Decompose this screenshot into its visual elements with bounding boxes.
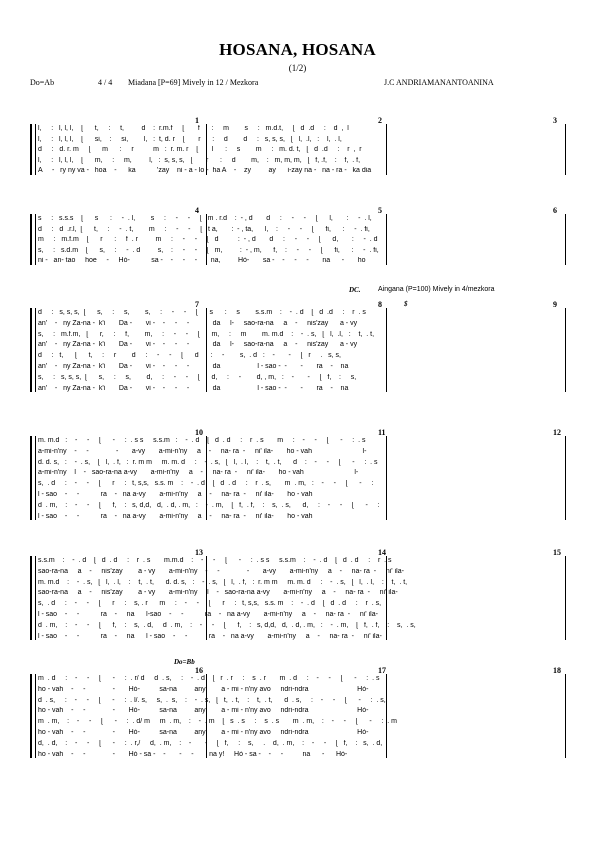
score-row: l - sao - - ra - na a-vy a-mi-n'ny a - na- ra - ni' ila- ho - vah — [38, 491, 313, 498]
score-row: d. d. s, : - . s, [ l, . f, : r. m m m. m. d : - . s, [ l, . l, : t, . t, d : - - [ - : . s — [38, 458, 378, 466]
time-signature: 4 / 4 — [98, 78, 113, 87]
measure-number: 14 — [378, 548, 386, 557]
measure-number: 15 — [553, 548, 561, 557]
score-row: l - sao - - ra - na l - sao - - ra - na a-vy a-mi-n'ny a - na- ra - ni' ila- — [38, 632, 382, 640]
score-row: l, : l, l, l, [ m, : m, l, : s, s, s, [ r : d m, : m, m, m, [ f, .f, : f, . f, — [38, 156, 361, 164]
score-row: d, . d, : - - [ - : . r,/ d, . m, : - - [ f, : s, . d, . m, : - - [ f, : s, . d, — [38, 739, 383, 747]
system-barline — [30, 436, 32, 520]
score-row: sao-ra-na a - nis'zay a - vy a-mi-n'ny l - sao-ra-na a-vy a-mi-n'ny a - na- ra - ni' ila- — [38, 589, 398, 597]
score-row: A - ry ny va - hoa - ka 'zay ni - a - lo - ha A - zy ay i-zay na - na - ra - ka dia — [38, 167, 372, 174]
score-row: s, : s.d.m [ s, : - . d s, : - - [ m, : - , m, f, : - - [ fi, : - . fi, — [38, 246, 379, 254]
measure-number: 2 — [378, 116, 382, 125]
composer: J.C ANDRIAMANANTOANINA — [384, 78, 494, 87]
dc-marking: DC. — [349, 286, 361, 294]
system-barline-inner — [35, 556, 36, 640]
score-row: m . m, : - - [ - : . d/ m m . m, : - . m [ s . s : s . s m . m, : - - [ - : . m — [38, 718, 397, 726]
score-row: d . m, : - - [ f, : s, d,d, d, . d, . m, : - . m, [ f, . f, : s, . s, d, : - - [ - : — [38, 501, 380, 509]
score-row: l - sao - - ra - na l-sao - - ra - na a-vy a-mi-n'ny a - na- ra - ni' ila- — [38, 611, 378, 618]
page-title: HOSANA, HOSANA — [219, 40, 376, 59]
tempo-marking: Miadana [P=69] Mively in 12 / Mezkora — [128, 78, 259, 87]
score-row: d : d .r.l, [ t, : - . t, m : - - [ t a, : - , ta, l, : - - [ fi, : - . fi, — [38, 225, 370, 233]
key-signature: Do=Ab — [30, 78, 55, 87]
key-change: Do=Bb — [174, 658, 195, 666]
system-barline-inner — [35, 674, 36, 758]
system-barline-inner — [35, 436, 36, 520]
segno-sign: $ — [404, 300, 408, 308]
score-row: s, . d : - - [ r : t, s,s, s.s. m : - . d [ d . d : r . s, m . m, : - - [ - : — [38, 480, 374, 488]
score-row: m. m.d : - . s, [ l, . l, : t, . t, d. d. s, : - . s, [ l, . f, : r. m m m. m. d : - . s, [ l, . l, : t, . t, — [38, 578, 408, 586]
measure-number: 17 — [378, 666, 386, 675]
score-row: d . m, : - - [ f, : s, . d, d . m, : - - [ f, : s, d,d, d, . d, . m, : - . m, [ f, . f, : s, . s, — [38, 621, 416, 629]
system-barline — [30, 308, 32, 392]
tempo-change: Aingana (P=100) Mively in 4/mezkora — [378, 286, 495, 293]
score-row: m. m.d : - - [ - : . s s s.s.m : - . d [ d . d : r . s m : - - [ - : . s — [38, 437, 366, 444]
system-barline — [30, 214, 32, 265]
measure-number: 3 — [553, 116, 557, 125]
score-row: ni - an- tao hoe - Hò- sa - - - - na, Hò- sa - - - - na - ho — [38, 257, 366, 264]
score-row: l, : l, l, l, [ t, : t, d : r.m.f [ f : m s : m.d.t, [ d .d : d , l — [38, 125, 349, 132]
score-row: an' - ny Za-na - k'i Da - vi - - - - da l - sao - - - ra - na — [38, 384, 349, 392]
score-row: s.s.m : - . d [ d . d : r . s m.m.d : - - [ - : . s s s.s.m : - . d [ d . d : r . s — [38, 557, 392, 564]
score-row: s : s.s.s [ s : - . l, s : - - [ m . r.d : - , d d : - - [ l, : - . l, — [38, 215, 372, 222]
score-row: s, : m.f.m, [ r, : f, m, : - - [ m, : m m. m.d : - . s, [ l, .l, : t, . t, — [38, 330, 375, 338]
score-row: m : m.f.m [ r : f . r m : - - [ d : - , d d : - - [ d, : - . d — [38, 236, 378, 243]
system-barline-inner — [35, 214, 36, 265]
system-barline — [30, 124, 32, 175]
score-row: an' - ny Za-na - k'i Da - vi - - - - da l- sao-ra-na a - nis'zay a - vy — [38, 319, 358, 327]
score-row: ho - vah - - - Hò- sa-na any a - mi - n'ny avo ndri-ndra Hò- — [38, 707, 369, 715]
measure-number: 9 — [553, 300, 557, 309]
score-row: an' - ny Za-na - k'i Da - vi - - - - da l - sao - - - ra - na — [38, 363, 349, 370]
measure-number: 11 — [378, 428, 386, 437]
measure-number: 4 — [195, 206, 199, 215]
system-barline-inner — [35, 124, 36, 175]
score-row: d : s, s, s, [ s, : s, s, : - - [ s : s s.s.m : - . d [ d .d : r . s — [38, 309, 366, 316]
score-row: a-mi-n'ny - - - a-vy a-mi-n'ny a - na- ra - ni' ila- ho - vah l- — [38, 447, 367, 455]
page-subtitle: (1/2) — [288, 63, 307, 73]
score-meta — [0, 78, 595, 90]
measure-number: 7 — [195, 300, 199, 309]
measure-number: 8 — [378, 300, 382, 309]
score-row: d : t, [ t, : r d : - - [ d : - s, . d : - - [ r . s, s, — [38, 352, 341, 360]
score-row: d . s, : - - [ - : . l/. s, s, . s, : - . s, [ t, . t, : t, . t, d . s, : - - [ - : . s, — [38, 696, 386, 704]
score-row: sao-ra-na a - nis'zay a - vy a-mi-n'ny - - - a-vy a-mi-n'ny a - na- ra - ni' ila- — [38, 567, 404, 575]
measure-number: 18 — [553, 666, 561, 675]
score-row: ho - vah - - - Hò- sa-na any a - mi - n'ny avo ndri-ndra Hò- — [38, 729, 369, 736]
score-row: ho - vah - - - Hò - sa - - - - na y! Hò - sa - - - na - Hò- — [38, 750, 348, 758]
system-barline-inner — [35, 308, 36, 392]
score-row: ho - vah - - - Hò- sa-na any a - mi - n'ny avo ndri-ndra Hò- — [38, 685, 369, 693]
score-row: s, : s, s, s, [ s, : s, d, : - - [ d, : - d, , m, : - - [ f, : s, — [38, 373, 357, 381]
measure-number: 16 — [195, 666, 203, 675]
score-row: s, . d : - - [ r : s, . r m : - - [ r : t, s,s, s.s. m : - . d [ d . d : r . s, — [38, 600, 382, 608]
score-row: m . d : - - [ - : . r/ d d . s, : - . d [ r . r : s . r m . d : - - [ - : . s — [38, 675, 380, 682]
measure-number: 10 — [195, 428, 203, 437]
system-barline — [30, 674, 32, 758]
measure-number: 13 — [195, 548, 203, 557]
score-row: l, : l, l, l, [ si, : si, l, : t, d. r [ r : d d : s, s, s, [ l, .l, : l, . l, — [38, 135, 342, 143]
measure-number: 6 — [553, 206, 557, 215]
system-barline — [30, 556, 32, 640]
score-row: d : d. r. m [ m : r m : r. m. r [ l : s m : m. d. t, [ d .d : r , r — [38, 146, 362, 153]
score-row: a-mi-n'ny l - sao-ra-na a-vy a-mi-n'ny a - na- ra - ni' ila- ho - vah l- — [38, 469, 359, 477]
measure-number: 12 — [553, 428, 561, 437]
score-row: l - sao - - ra - na a-vy a-mi-n'ny a - na- ra - ni' ila- ho - vah — [38, 512, 313, 520]
measure-number: 5 — [378, 206, 382, 215]
measure-number: 1 — [195, 116, 199, 125]
score-row: an' - ny Za-na - k'i Da - vi - - - - da l- sao-ra-na a - nis'zay a - vy — [38, 341, 358, 349]
